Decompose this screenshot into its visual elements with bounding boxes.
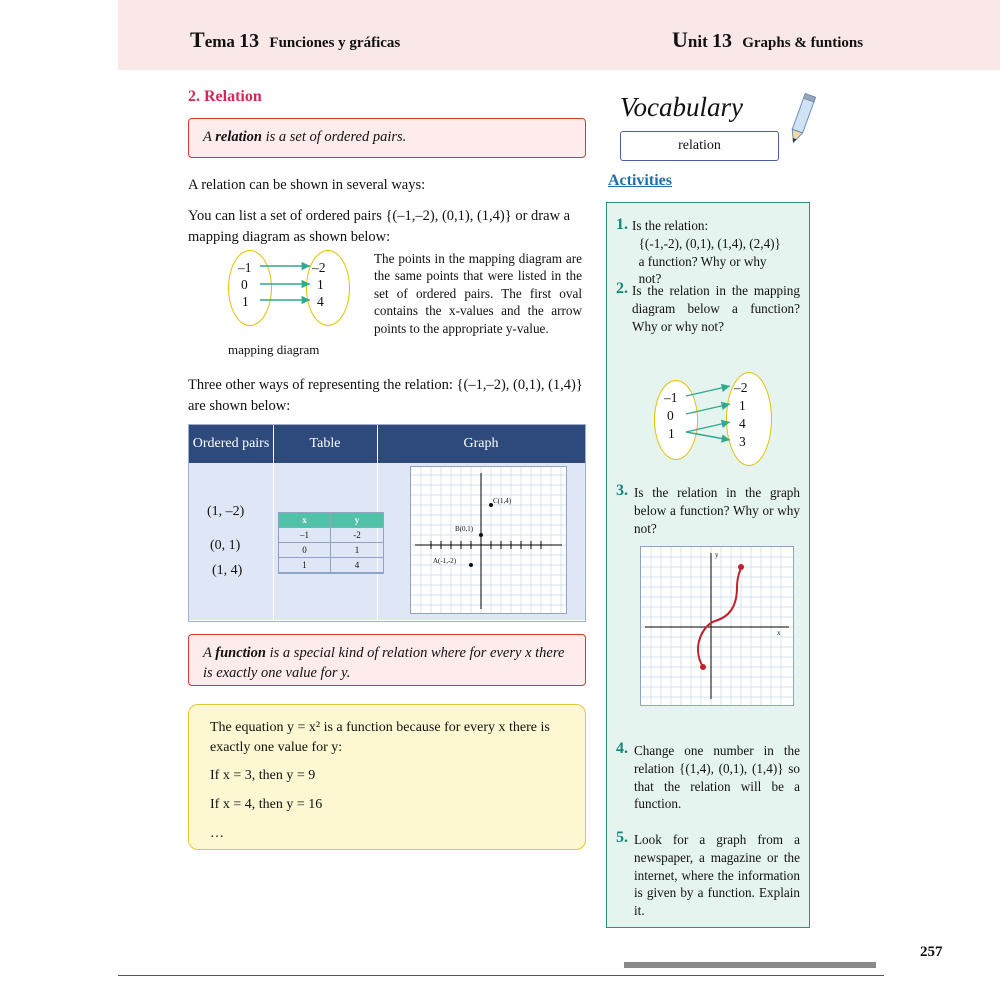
activity-mapping-left-1: 0 — [667, 408, 674, 423]
definition-relation-keyword: relation — [215, 129, 262, 145]
example-line-3: If x = 4, then y = 16 — [210, 797, 323, 812]
header-right-num: 13 — [711, 30, 732, 52]
definition-function-keyword: function — [215, 645, 266, 661]
example-line-1: The equation y = x² is a function because for every x there is exactly one value for y: — [210, 720, 550, 755]
activity-mapping-left-0: –1 — [664, 390, 678, 405]
header-right-word: nit — [687, 32, 708, 51]
mapping-arrows — [258, 250, 318, 330]
paragraph-3: Three other ways of representing the relation: {(–1,–2), (0,1), (1,4)} are shown below: — [188, 377, 583, 415]
page-number: 257 — [920, 944, 943, 960]
mapping-right-value-1: 1 — [317, 277, 324, 292]
xy-table-header-y: y — [331, 513, 383, 528]
vocabulary-word-box — [620, 131, 779, 161]
mapping-left-value-0: –1 — [238, 260, 252, 275]
example-line-4: … — [210, 826, 224, 841]
activity-graph-x-label: x — [777, 629, 781, 637]
ordered-pair-1: (0, 1) — [210, 538, 241, 553]
activity-text-1: Is the relation: {(-1,-2), (0,1), (1,4), (2,4)} a function? Why or why not? — [632, 218, 781, 287]
activities-title: Activities — [608, 172, 672, 189]
xy-cell: 1 — [279, 558, 331, 573]
xy-table-row — [279, 543, 383, 558]
mapping-diagram-caption: mapping diagram — [228, 342, 320, 357]
header-left-word: ema — [204, 32, 235, 51]
activity-text-2: Is the relation in the mapping diagram below a function? Why or why not? — [632, 283, 800, 334]
activity-text-3: Is the relation in the graph below a function? Why or why not? — [634, 485, 800, 536]
table-header-ordered-pairs: Ordered pairs — [192, 435, 270, 451]
activity-mapping-right-0: –2 — [734, 380, 748, 395]
definition-relation-box — [188, 118, 586, 158]
footer-divider — [118, 975, 884, 976]
header-left-cap: T — [190, 27, 205, 52]
definition-relation-text: A relation is a set of ordered pairs. — [203, 129, 407, 145]
mapping-right-value-2: 4 — [317, 294, 324, 309]
activity-text-4: Change one number in the relation {(1,4), (0,1), (1,4)} so that the relation will be a function. — [634, 743, 800, 812]
activity-number-4: 4. — [616, 740, 628, 757]
xy-table — [278, 512, 384, 574]
xy-table-row — [279, 558, 383, 573]
coordinate-graph — [410, 466, 567, 614]
definition-function-pre: A — [203, 645, 216, 661]
header-right — [672, 27, 863, 53]
mapping-right-value-0: –2 — [312, 260, 326, 275]
definition-function-text — [189, 635, 585, 692]
activity-mapping-right-2: 4 — [739, 416, 746, 431]
xy-cell: –1 — [279, 528, 331, 543]
activity-mapping-right-1: 1 — [739, 398, 746, 413]
xy-table-header-row — [279, 513, 383, 528]
activity-mapping-left-2: 1 — [668, 426, 675, 441]
activity-graph — [640, 546, 794, 706]
vocabulary-word: relation — [678, 138, 721, 153]
mapping-left-value-1: 0 — [241, 277, 248, 292]
section-title: 2. Relation — [188, 88, 262, 105]
footer-bar — [624, 962, 876, 968]
paragraph-1: A relation can be shown in several ways: — [188, 177, 426, 193]
ordered-pair-0: (1, –2) — [207, 504, 245, 519]
activity-mapping-arrows — [684, 372, 742, 468]
xy-table-header-x: x — [279, 513, 331, 528]
example-line-2: If x = 3, then y = 9 — [210, 768, 316, 783]
header-left-sub: Funciones y gráficas — [269, 35, 401, 51]
mapping-explanation: The points in the mapping diagram are the same points that were listed in the set of ordered pairs. The first oval contains the x-values and the arrow points to the appropriate y-value. — [374, 251, 582, 336]
activity-graph-y-label: y — [715, 551, 719, 559]
table-header-table: Table — [309, 435, 341, 451]
header-left — [190, 27, 400, 53]
definition-function-box — [188, 634, 586, 686]
vocabulary-title: Vocabulary — [620, 92, 743, 122]
activity-mapping-right-3: 3 — [739, 434, 746, 449]
activity-number-5: 5. — [616, 829, 628, 846]
xy-table-row — [279, 528, 383, 543]
pencil-icon — [782, 92, 822, 150]
ordered-pair-2: (1, 4) — [212, 563, 243, 578]
graph-point-label-b: B(0,1) — [455, 525, 474, 533]
xy-cell: 0 — [279, 543, 331, 558]
activity-text-5: Look for a graph from a newspaper, a magazine or the internet, where the information is given by a function. Explain it. — [634, 832, 800, 919]
graph-point-label-a: A(-1,-2) — [433, 557, 457, 565]
activity-number-2: 2. — [616, 280, 628, 297]
paragraph-2: You can list a set of ordered pairs {(–1,–2), (0,1), (1,4)} or draw a mapping diagram as shown below: — [188, 208, 571, 246]
activity-number-3: 3. — [616, 482, 628, 499]
graph-point-label-c: C(1,4) — [493, 497, 512, 505]
header-right-sub: Graphs & funtions — [742, 35, 864, 51]
definition-function-post: is a special kind of relation where for every x there is exactly one value for y. — [203, 645, 565, 681]
table-header-graph: Graph — [463, 435, 499, 451]
xy-cell: -2 — [331, 528, 383, 543]
header-right-cap: U — [672, 27, 688, 52]
activity-number-1: 1. — [616, 216, 628, 233]
header-left-num: 13 — [239, 30, 260, 52]
xy-cell: 1 — [331, 543, 383, 558]
xy-cell: 4 — [331, 558, 383, 573]
mapping-left-value-2: 1 — [242, 294, 249, 309]
